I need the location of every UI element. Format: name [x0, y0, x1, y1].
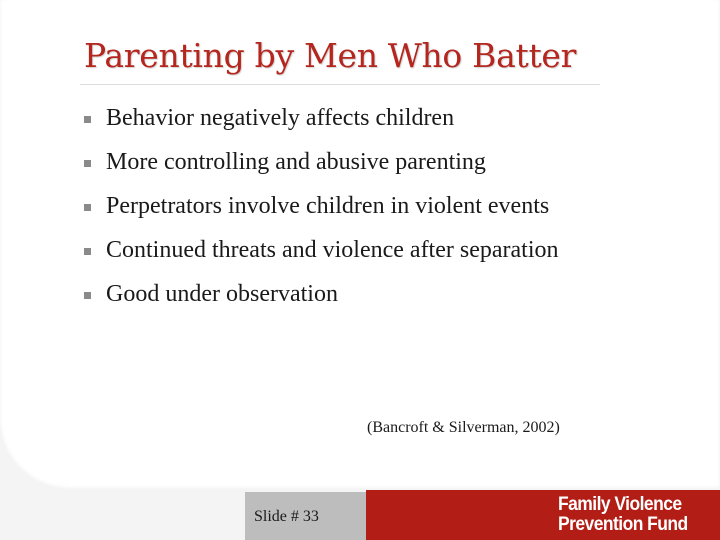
- bullet-item: [84, 278, 624, 311]
- bullet-item: [84, 102, 624, 135]
- square-bullet-icon: [84, 116, 91, 123]
- organization-logo: [558, 495, 688, 535]
- logo-line-1: Family Violence: [558, 494, 682, 515]
- bullet-text: More controlling and abusive parenting: [106, 149, 486, 175]
- bullet-text: Behavior negatively affects children: [106, 105, 455, 131]
- square-bullet-icon: [84, 204, 91, 211]
- slide-title: Parenting by Men Who Batter: [84, 36, 577, 75]
- bullet-item: [84, 146, 624, 179]
- square-bullet-icon: [84, 248, 91, 255]
- bullet-list: [84, 102, 624, 322]
- bullet-item: [84, 234, 624, 267]
- slide-number: Slide # 33: [254, 508, 319, 525]
- bullet-item: [84, 190, 624, 223]
- square-bullet-icon: [84, 292, 91, 299]
- bullet-text: Continued threats and violence after separation: [106, 237, 559, 263]
- square-bullet-icon: [84, 160, 91, 167]
- bullet-text: Perpetrators involve children in violent events: [106, 193, 550, 219]
- title-divider: [80, 84, 600, 85]
- citation: (Bancroft & Silverman, 2002): [367, 419, 560, 436]
- logo-line-2: Prevention Fund: [558, 514, 688, 535]
- bullet-text: Good under observation: [106, 281, 338, 307]
